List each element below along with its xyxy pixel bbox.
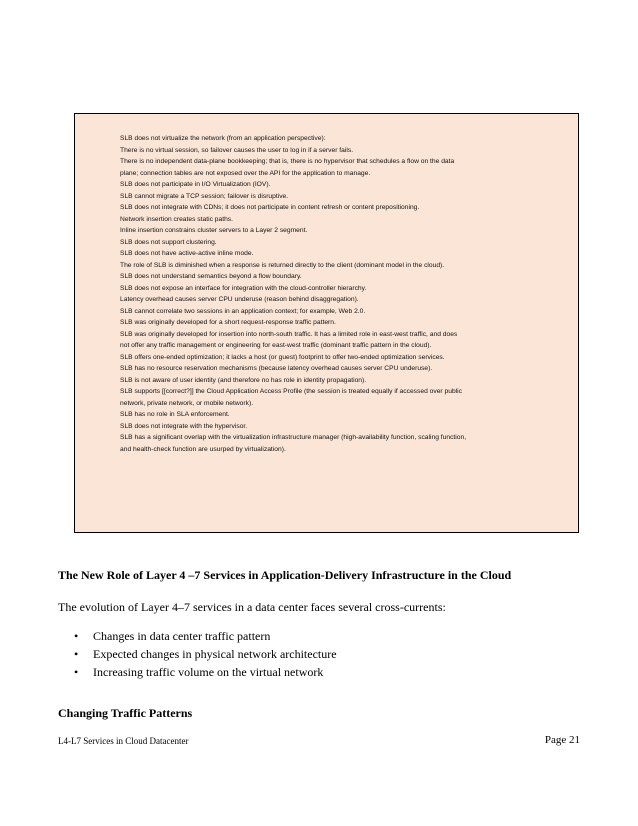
callout-line: plane; connection tables are not exposed over the API for the application to manage. [120,169,371,177]
list-item [74,645,337,663]
callout-line: SLB does not support clustering. [120,238,217,246]
callout-line: SLB does not understand semantics beyond a flow boundary. [120,273,302,280]
footer-document-title: L4-L7 Services in Cloud Datacenter [58,736,189,746]
callout-line: SLB was originally developed for a short request-response traffic pattern. [120,319,336,326]
list-item-text: Increasing traffic volume on the virtual network [93,665,324,679]
bullet-icon: • [74,665,79,679]
callout-line: The role of SLB is diminished when a response is returned directly to the client (dominant model in the cloud). [120,261,445,269]
callout-line: SLB has no role in SLA enforcement. [120,411,230,418]
callout-line: SLB does not integrate with CDNs; it does not participate in content refresh or content prepositioning. [120,204,420,211]
footer-page-number [545,734,580,746]
page-label: Page [544,734,567,746]
callout-line: Latency overhead causes server CPU underuse (reason behind disaggregation). [120,296,359,303]
list-item-text: Expected changes in physical network architecture [93,647,337,661]
callout-line: SLB does not expose an interface for integration with the cloud-controller hierarchy. [120,284,367,292]
callout-line: SLB cannot migrate a TCP session; failover is disruptive. [120,192,289,200]
callout-line: SLB has no resource reservation mechanisms (because latency overhead causes server CPU underuse). [120,365,433,372]
callout-line: network, private network, or mobile network). [120,399,254,407]
callout-line: SLB does not integrate with the hypervisor. [120,422,248,430]
callout-line: SLB offers one-ended optimization; it lacks a host (or guest) footprint to offer two-ended optimization services. [120,353,445,361]
callout-text-lines [120,133,565,455]
callout-line: SLB does not participate in I/O Virtualization (IOV). [120,181,271,188]
section-heading: The New Role of Layer 4 –7 Services in Application-Delivery Infrastructure in the Cloud [58,568,512,582]
callout-line: Inline insertion constrains cluster servers to a Layer 2 segment. [120,227,308,234]
callout-line: SLB is not aware of user identity (and therefore no has role in identity propagation). [120,376,367,384]
bullet-icon: • [74,647,79,661]
bullet-list [74,627,337,681]
callout-line: SLB does not have active-active inline mode. [120,250,254,257]
list-item [74,627,337,645]
bullet-icon: • [74,629,79,643]
callout-line: SLB was originally developed for insertion into north-south traffic. It has a limited role in east-west traffic, and does [120,330,458,338]
callout-line: There is no virtual session, so failover causes the user to log in if a server fails. [120,146,354,154]
callout-line: SLB supports [[correct?]] the Cloud Application Access Profile (the session is treated equally if accessed over public [120,388,462,395]
callout-line: There is no independent data-plane bookkeeping; that is, there is no hypervisor that schedules a flow on the data [120,158,455,165]
list-item-text: Changes in data center traffic pattern [93,629,271,643]
page-number: 21 [569,734,580,746]
callout-line: SLB has a significant overlap with the virtualization infrastructure manager (high-availability function, scaling function, [120,434,467,441]
callout-line: Network insertion creates static paths. [120,215,233,223]
callout-line: SLB cannot correlate two sessions in an application context; for example, Web 2.0. [120,307,366,315]
list-item [74,663,337,681]
callout-line: SLB does not virtualize the network (from an application perspective): [120,135,326,142]
subsection-heading: Changing Traffic Patterns [58,706,193,720]
callout-line: and health-check function are usurped by virtualization). [120,445,286,453]
callout-line: not offer any traffic management or engineering for east-west traffic (dominant traffic pattern in the cloud). [120,342,432,349]
sidebar-callout-box [74,113,579,533]
intro-paragraph: The evolution of Layer 4–7 services in a data center faces several cross-currents: [58,600,446,614]
